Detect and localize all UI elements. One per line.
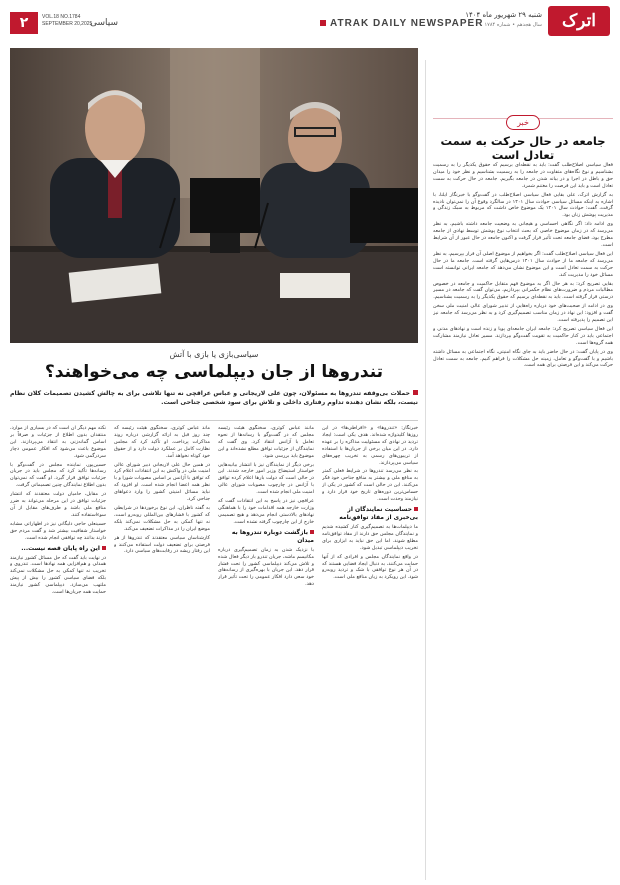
- volume-line: VOL.18 NO.1784: [42, 14, 81, 20]
- subheading: [322, 506, 418, 522]
- tag-label: خبر: [506, 115, 540, 130]
- paragraph: برخی دیگر از نمایندگان نیز با انتشار بیانیه‌هایی خواستار استیضاح وزیر امور خارجه شدند. این در حالی است که دولت بارها اعلام کرده توافق با آژانس در چارچوب مصوبات شورای عالی امنیت ملی انجام شده است.: [218, 461, 314, 496]
- column-divider: [425, 60, 426, 880]
- page-number: ۲: [10, 12, 38, 34]
- paragraph: حسین‌پور، نماینده مجلس در گفت‌وگو با رسانه‌ها تأکید کرد که مجلس باید در جریان جزئیات توافق قرار گیرد. او گفت که نمی‌توان بدون اطلاع نمایندگان چنین تصمیماتی گرفت.: [10, 461, 106, 489]
- paragraph: مانند عباس کوثری، سخنگوی هیئت رئیسه مجلس که در گفت‌وگو با رسانه‌ها از نحوه تعامل با آژانس انتقاد کرد. وی گفت که نمایندگان از جزئیات توافق مطلع نشده‌اند و این موضوع باید بررسی شود.: [218, 425, 314, 459]
- paragraph: این فعال سیاسی اصلاح‌طلب گفت: اگر بخواهیم از موضوع اصلی آن فرار بپرسیم، به نظر می‌رسد که جامعه ما از حوادث سال ۱۴۰۱ درس‌هایی گرفته است. جامعه ما در حال حرکت به سمت تعادل است و این موضوع نشان می‌دهد که جامعه ایرانی توانسته است مسائل خود را مدیریت کند.: [433, 250, 613, 278]
- headline: تندروها از جان دیپلماسی چه می‌خواهند؟: [44, 362, 384, 382]
- paragraph: فعال سیاسی اصلاح‌طلب گفت: باید به نقطه‌ای برسیم که حقوق یکدیگر را به رسمیت بشناسیم و نوع نگاه‌های متفاوت در جامعه را به رسمیت بشناسیم و نظر خود را میدان حق و باطل در اجرا و در بیانه شدن در جامعه بگیریم. جامعه در حال حرکت به سمت تعادل است و باید این فرصت را مغتنم شمرد.: [433, 162, 613, 189]
- section-name: سیاسی: [90, 18, 119, 28]
- subheading-text: حساسیت نمایندگان از بی‌خبری از مفاد توافق‌نامه: [339, 505, 418, 521]
- paragraph: در واقع نمایندگان مجلس و افرادی که از آنها حمایت می‌کنند، به دنبال ایجاد فضایی هستند که در آن هر نوع توافقی با شک و تردید روبه‌رو شود. این رویکرد به زیان منافع ملی است.: [322, 553, 418, 581]
- paragraph: حسینعلی حاجی دلیگانی نیز در اظهاراتی مشابه خواستار شفافیت بیشتر شد و گفت مردم حق دارند بدانند چه توافقی انجام شده است.: [10, 520, 106, 541]
- paragraph: خبرنگار: «تندروها» و «افراطی‌ها» در این روزها کلیدواژه شده‌اند. هدف یکی است: ایجاد تردید در نهادی که مسئولیت مذاکره را بر عهده دارد. در این میان برخی از جریان‌ها با استفاده از تریبون‌های رسمی به تخریب چهره‌های سیاسی می‌پردازند.: [322, 425, 418, 466]
- paragraph: به گزارش اترک، علی بقایی فعال سیاسی اصلاح‌طلب در گفت‌وگو با خبرنگار ایلنا، با اشاره به اینکه مسائل سیاسی حوادث سال ۱۴۰۱ در سالگرد وقوع آن را نمی‌توان نادیده گرفت، گفت: حوادث سال ۱۴۰۱ یک موضوع خاص داشت که مربوط به سبک زندگی و مدیریت پوشش زنان بود.: [433, 191, 613, 219]
- subheading-text: بازگشت دوباره تندروها به میدان: [231, 528, 314, 544]
- paragraph: عراقچی نیز در پاسخ به این انتقادات گفت که وزارت خارجه همه اقدامات خود را با هماهنگی نهادهای بالادستی انجام می‌دهد و هیچ تصمیمی خارج از این چارچوب گرفته نشده است.: [218, 498, 314, 525]
- meeting-photo-illustration: [10, 48, 418, 343]
- article-column-3: [114, 425, 210, 880]
- square-icon: [320, 20, 326, 26]
- paper-name-text: ATRAK DAILY NEWSPAPER: [330, 18, 484, 29]
- paragraph: به گفته ناظران، این نوع برخوردها در شرایطی که کشور با فشارهای بین‌المللی روبه‌رو است، نه تنها کمکی به حل مشکلات نمی‌کند بلکه موضع ایران را در مذاکرات تضعیف می‌کند.: [114, 504, 210, 532]
- paragraph: در نهایت باید گفت که حل مسائل کشور نیازمند همدلی و هم‌افزایی همه نهادها است. تندروی و تخریب نه تنها کمکی به حل مشکلات نمی‌کند بلکه فضای سیاسی کشور را بیش از پیش ملتهب می‌سازد. دیپلماسی کشور نیازمند حمایت همه جریان‌ها است.: [10, 554, 106, 596]
- square-icon: [310, 530, 314, 534]
- editorial-title: جامعه در حال حرکت به سمت تعادل است: [440, 134, 606, 162]
- subheading: [218, 529, 314, 545]
- square-icon: [414, 507, 418, 511]
- news-photo: [10, 48, 418, 343]
- masthead: [0, 0, 620, 44]
- divider: [10, 420, 418, 421]
- paragraph: با نزدیک شدن به زمان تصمیم‌گیری درباره مکانیسم ماشه، جریان تندرو بار دیگر فعال شده و تلاش می‌کند دیپلماسی کشور را تحت فشار قرار دهد. این جریان با بهره‌گیری از رسانه‌های خود سعی دارد افکار عمومی را تحت تأثیر قرار دهد.: [218, 546, 314, 588]
- paragraph: وی در پایان گفت: در حال حاضر باید به جای نگاه امنیتی، نگاه اجتماعی به مسائل داشته باشیم و با گفت‌وگو و تعامل، زمینه حل مشکلات را فراهم کنیم. جامعه به سمت تعادل حرکت می‌کند و این فرصتی برای همه است.: [433, 348, 613, 369]
- article-column-4: [10, 425, 106, 880]
- issue-date: [465, 10, 542, 30]
- article-column-2: [218, 425, 314, 880]
- paragraph: کارشناسان سیاسی معتقدند که تندروها از هر فرصتی برای تضعیف دولت استفاده می‌کنند و این رفتار ریشه در رقابت‌های سیاسی دارد.: [114, 534, 210, 555]
- subheading: [10, 545, 106, 553]
- date-line-en: SEPTEMBER 20,2025: [42, 21, 93, 27]
- volume-info: [42, 14, 92, 28]
- editorial-tag: [433, 110, 613, 130]
- lead-paragraph: [10, 389, 418, 407]
- logo-block: [435, 4, 610, 44]
- square-icon: [102, 546, 106, 550]
- lead-text: حملات بی‌وقفه تندروها به مسئولان، چون علی لاریجانی و عباس عراقچی نه تنها تلاشی برای به چالش کشیدن تصمیمات کلان نظام نیست، بلکه نشان دهنده تداوم رفتاری داخلی و تلاش برای سود شخصی جناحی است.: [10, 390, 418, 406]
- paragraph: این فعال سیاسی تصریح کرد: جامعه ایران جامعه‌ای پویا و زنده است و نهادهای مدنی و اجتماعی باید در کنار حاکمیت به تقویت گفت‌وگو بپردازند. مسیر تعادل نیازمند مشارکت همه گروه‌ها است.: [433, 325, 613, 346]
- newspaper-logo: اترک: [548, 6, 610, 36]
- paragraph: به نظر می‌رسد تندروها در شرایط فعلی کمتر به منافع ملی و بیشتر به منافع جناحی خود فکر می‌کنند. این در حالی است که کشور در یکی از حساس‌ترین دوره‌های تاریخ خود قرار دارد و نیازمند وحدت است.: [322, 468, 418, 503]
- subheading-text: این راه پایان قصه نیست...: [21, 544, 100, 552]
- kicker: سیاسی‌بازی یا بازی با آتش: [169, 350, 259, 359]
- issue-date-line: شنبه ۲۹ شهریور ماه ۱۴۰۴: [465, 11, 542, 19]
- article-column-1: [322, 425, 418, 880]
- paragraph: نکته مهم دیگر آن است که در بسیاری از موارد، منتقدان بدون اطلاع از جزئیات و صرفاً بر اساس گمانه‌زنی به انتقاد می‌پردازند. این موضوع باعث می‌شود که افکار عمومی دچار سردرگمی شود.: [10, 425, 106, 459]
- paragraph: وی در ادامه از صحبت‌های خود درباره راه‌هایی از تدبیر شورای عالی امنیت ملی سخن گفت و افزود: این نهاد در زمان مناسب تصمیم‌گیری کرد و به نظر می‌رسد که جامعه نیز این تصمیم را پذیرفته است.: [433, 303, 613, 324]
- paragraph: وی ادامه داد: اگر نگاهی احساسی و هیجانی به وضعیت جامعه داشته باشیم، به نظر می‌رسد که در زمان موضوع خاصی که بحث انتخاب نوع پوشش توسط نهادی از جامعه مطرح بود، فضای جامعه تحت تأثیر قرار گرفت و اکنون جامعه در حال عبور از آن شرایط است.: [433, 221, 613, 248]
- issue-number-line: سال هجدهم • شماره ۱۷۸۴: [484, 22, 542, 28]
- paragraph: در مقابل، حامیان دولت معتقدند که انتشار جزئیات توافق در این مرحله می‌تواند به ضرر منافع ملی باشد و طرف‌های مقابل از آن سوءاستفاده کنند.: [10, 491, 106, 518]
- paragraph: بقایی تصریح کرد: به هر حال اگر به موضوع فهم متقابل حاکمیت و جامعه در خصوص مطالبات مردم و ضرورت‌های نظام حکمرانی بپردازیم، می‌توان گفت که جامعه در مسیر درستی قرار گرفته است. باید به نقطه‌ای برسیم که حقوق یکدیگر را به رسمیت بشناسیم.: [433, 280, 613, 301]
- paragraph: ماند عباس کوثری، سخنگوی هیئت رئیسه که چند روز قبل به ارائه گزارشی درباره روند مذاکرات پرداخت. او تأکید کرد که مجلس نظارت کامل بر عملکرد دولت دارد و از حقوق خود کوتاه نخواهد آمد.: [114, 425, 210, 459]
- square-icon: [413, 390, 418, 395]
- paragraph: ما دیپلمات‌ها به تصمیم‌گیری کنار کشیده شدیم و نمایندگان مجلس حق دارند از مفاد توافق‌نامه مطلع شوند. اما این حق نباید به ابزاری برای تخریب دیپلماسی تبدیل شود.: [322, 523, 418, 551]
- paragraph: در همین حال علی لاریجانی دبیر شورای عالی امنیت ملی در واکنش به این انتقادات اعلام کرد که توافق با آژانس بر اساس مصوبات شورا و با نظر همه اعضا انجام شده است. او افزود که نباید مسائل امنیتی کشور را وارد دعواهای جناحی کرد.: [114, 461, 210, 503]
- editorial-column: [433, 50, 613, 880]
- article-body: [10, 425, 418, 880]
- editorial-body: [433, 162, 613, 874]
